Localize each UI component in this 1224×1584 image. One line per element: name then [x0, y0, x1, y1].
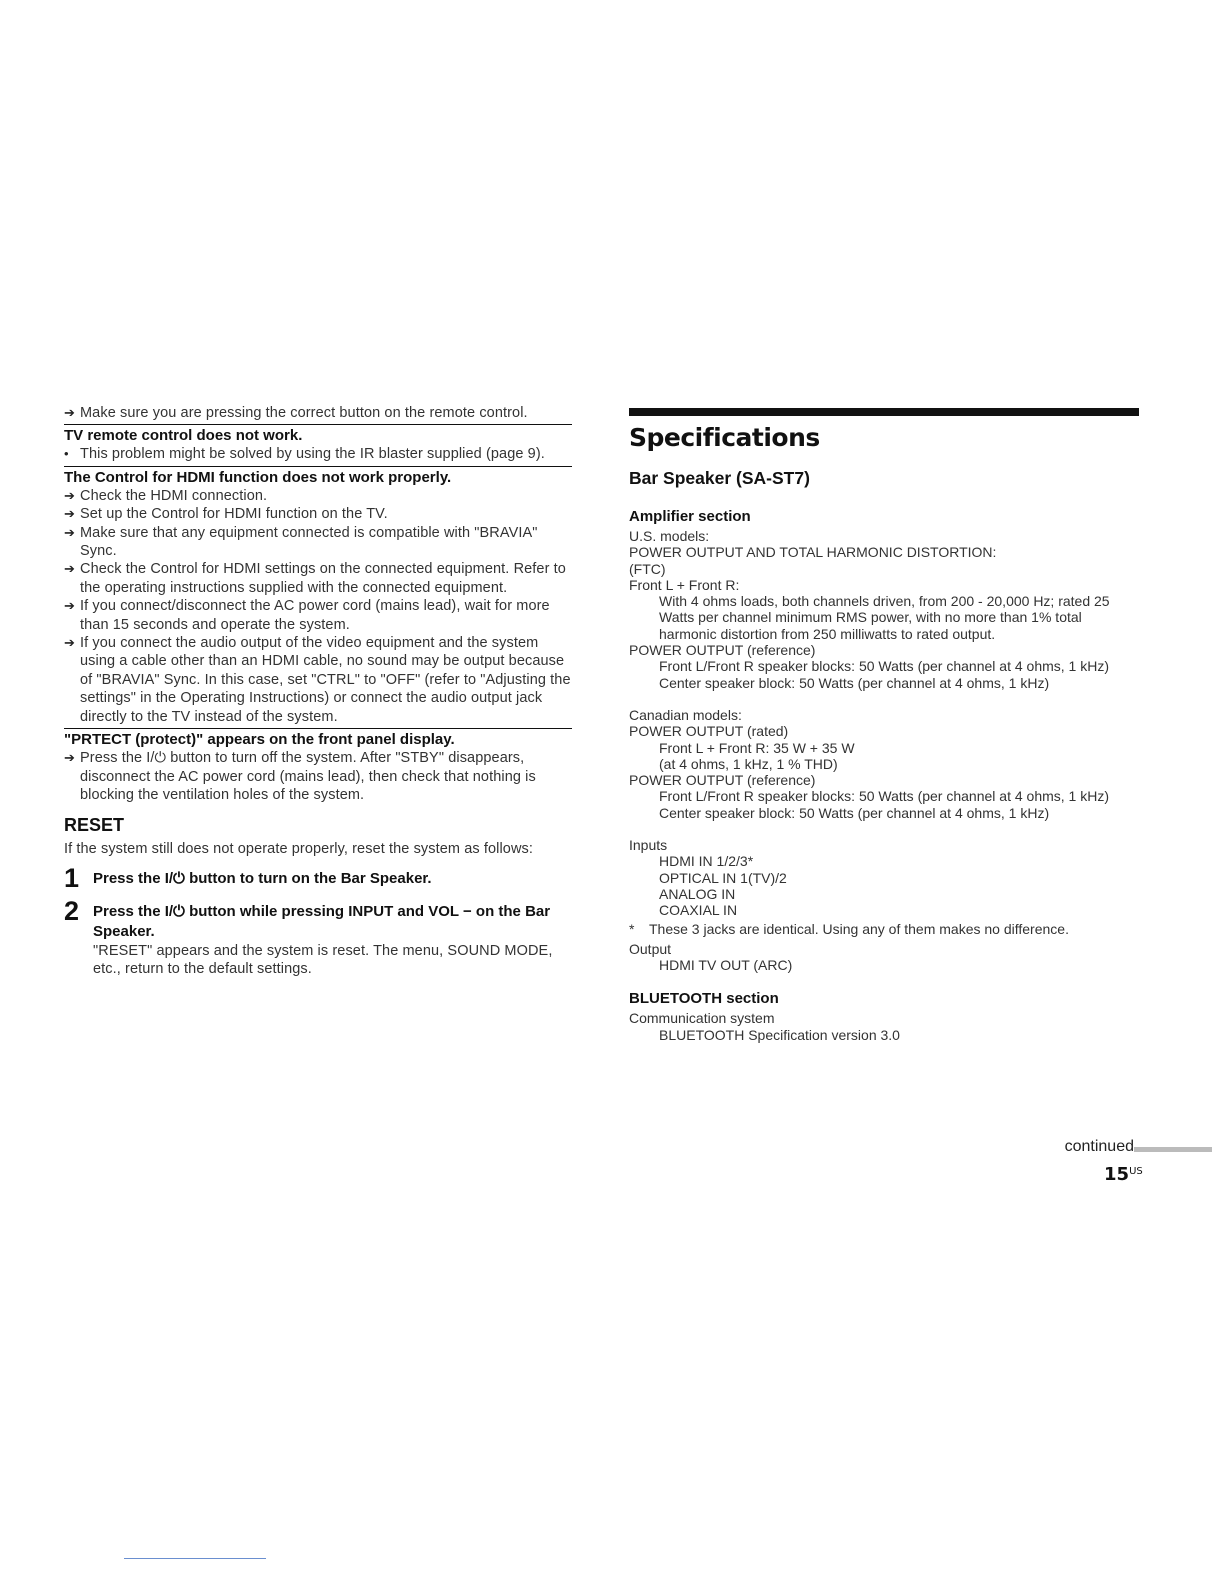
- spec-line: Front L + Front R: 35 W + 35 W: [659, 739, 855, 756]
- page-number: [1104, 1164, 1143, 1185]
- arrow-icon: ➔: [64, 405, 75, 420]
- spec-line: HDMI TV OUT (ARC): [659, 957, 793, 974]
- protect-text: Press the I/⏻ button to turn off the system. After "STBY" disappears, disconnect the AC power cord (mains lead), then check that nothing is blocking the ventilation holes of the system.: [80, 750, 536, 803]
- spec-line: Inputs: [629, 837, 668, 854]
- footnote-text: These 3 jacks are identical. Using any of them makes no difference.: [649, 920, 1069, 937]
- spec-line: OPTICAL IN 1(TV)/2: [659, 869, 787, 886]
- spec-line: POWER OUTPUT AND TOTAL HARMONIC DISTORTION:: [629, 544, 997, 561]
- arrow-icon: ➔: [64, 524, 75, 540]
- hdmi-item: [64, 487, 572, 505]
- divider: [64, 424, 572, 425]
- arrow-icon: ➔: [64, 598, 75, 614]
- intro-text: Make sure you are pressing the correct button on the remote control.: [80, 405, 528, 421]
- step-number: 1: [64, 862, 80, 893]
- hdmi-item: [64, 634, 572, 726]
- spec-line: POWER OUTPUT (reference): [629, 642, 816, 659]
- protect-heading: "PRTECT (protect)" appears on the front panel display.: [64, 731, 455, 749]
- arrow-icon: ➔: [64, 561, 75, 577]
- step-text: Press the I/⏻ button to turn on the Bar Speaker.: [93, 869, 432, 887]
- protect-item: [64, 749, 572, 804]
- hdmi-item: [64, 597, 572, 634]
- hdmi-item-text: Set up the Control for HDMI function on the TV.: [80, 506, 388, 523]
- spec-line: Communication system: [629, 1010, 775, 1027]
- page-title: Specifications: [629, 423, 820, 452]
- arrow-icon: ➔: [64, 487, 75, 503]
- hdmi-item-text: Check the Control for HDMI settings on the connected equipment. Refer to the operating instructions supplied with the connected equipment.: [80, 561, 566, 596]
- spec-line: U.S. models:: [629, 528, 710, 544]
- product-subtitle: Bar Speaker (SA-ST7): [629, 468, 810, 488]
- bullet-icon: •: [64, 446, 69, 462]
- spec-line: HDMI IN 1/2/3*: [659, 853, 754, 870]
- spec-line: Front L/Front R speaker blocks: 50 Watts (per channel at 4 ohms, 1 kHz): [659, 788, 1109, 805]
- bt-heading: BLUETOOTH section: [629, 990, 779, 1008]
- step-number: 2: [64, 895, 80, 926]
- spec-line: (FTC): [629, 560, 666, 577]
- spec-line: BLUETOOTH Specification version 3.0: [659, 1026, 900, 1043]
- footnote-mark: *: [629, 920, 635, 937]
- hdmi-item: [64, 560, 572, 597]
- amp-heading: Amplifier section: [629, 508, 751, 525]
- spec-line: Front L/Front R speaker blocks: 50 Watts (per channel at 4 ohms, 1 kHz): [659, 658, 1109, 675]
- reset-note: "RESET" appears and the system is reset. The menu, SOUND MODE, etc., return to the default settings.: [93, 942, 553, 978]
- arrow-icon: ➔: [64, 506, 75, 522]
- reset-intro: If the system still does not operate properly, reset the system as follows:: [64, 841, 534, 858]
- hdmi-item-text: Make sure that any equipment connected is compatible with "BRAVIA" Sync.: [80, 524, 538, 560]
- page-suffix: US: [1129, 1166, 1143, 1177]
- page-num: 15: [1104, 1164, 1130, 1185]
- hdmi-item-text: If you connect the audio output of the video equipment and the system using a cable other than an HDMI cable, no sound may be output because of "BRAVIA" Sync. In this case, set "CTRL" to "OFF" (refer to "Adjusting the settings" in the Operating Instructions) or connect the audio output jack directly to the TV instead of the system.: [80, 635, 571, 725]
- hdmi-item-text: Check the HDMI connection.: [80, 487, 268, 504]
- continued-bar: [1134, 1147, 1212, 1152]
- hdmi-item: [64, 524, 572, 561]
- spec-line: ANALOG IN: [659, 885, 736, 902]
- tv-remote-text: This problem might be solved by using the IR blaster supplied (page 9).: [80, 446, 545, 463]
- step-text: Press the I/⏻ button while pressing INPUT and VOL − on the Bar Speaker.: [93, 902, 551, 940]
- hdmi-item-text: If you connect/disconnect the AC power cord (mains lead), wait for more than 15 seconds and operate the system.: [80, 598, 550, 633]
- arrow-icon: ➔: [64, 635, 75, 651]
- spec-line: POWER OUTPUT (rated): [629, 723, 789, 740]
- title-bar: [629, 408, 1139, 416]
- hdmi-heading: The Control for HDMI function does not work properly.: [64, 468, 452, 486]
- tv-remote-item: [64, 445, 572, 463]
- continued-label: continued: [1064, 1138, 1134, 1155]
- spec-line: Center speaker block: 50 Watts (per channel at 4 ohms, 1 kHz): [659, 804, 1050, 821]
- divider: [64, 728, 572, 729]
- spec-line: POWER OUTPUT (reference): [629, 772, 816, 789]
- step-1: [64, 862, 572, 893]
- spec-line: Center speaker block: 50 Watts (per channel at 4 ohms, 1 kHz): [659, 674, 1050, 691]
- bottom-rule: [124, 1558, 266, 1559]
- spec-line: (at 4 ohms, 1 kHz, 1 % THD): [659, 755, 838, 772]
- spec-line: Output: [629, 940, 672, 957]
- tv-remote-heading: TV remote control does not work.: [64, 427, 303, 445]
- arrow-icon: ➔: [64, 750, 75, 766]
- spec-line: COAXIAL IN: [659, 902, 738, 919]
- divider: [64, 466, 572, 467]
- footnote: [629, 921, 1139, 937]
- spec-line: Canadian models:: [629, 706, 742, 723]
- step-2: [64, 895, 572, 942]
- reset-title: RESET: [64, 815, 125, 836]
- intro-item: [64, 404, 572, 422]
- spec-line: Front L + Front R:: [629, 576, 740, 593]
- hdmi-item: [64, 505, 572, 523]
- left-column: [64, 404, 572, 979]
- right-column: [629, 408, 1139, 1043]
- spec-line: With 4 ohms loads, both channels driven, from 200 - 20,000 Hz; rated 25 Watts per channel minimum RMS power, with no more than 1% total harmonic distortion from 250 milliwatts to rated output.: [659, 593, 1110, 642]
